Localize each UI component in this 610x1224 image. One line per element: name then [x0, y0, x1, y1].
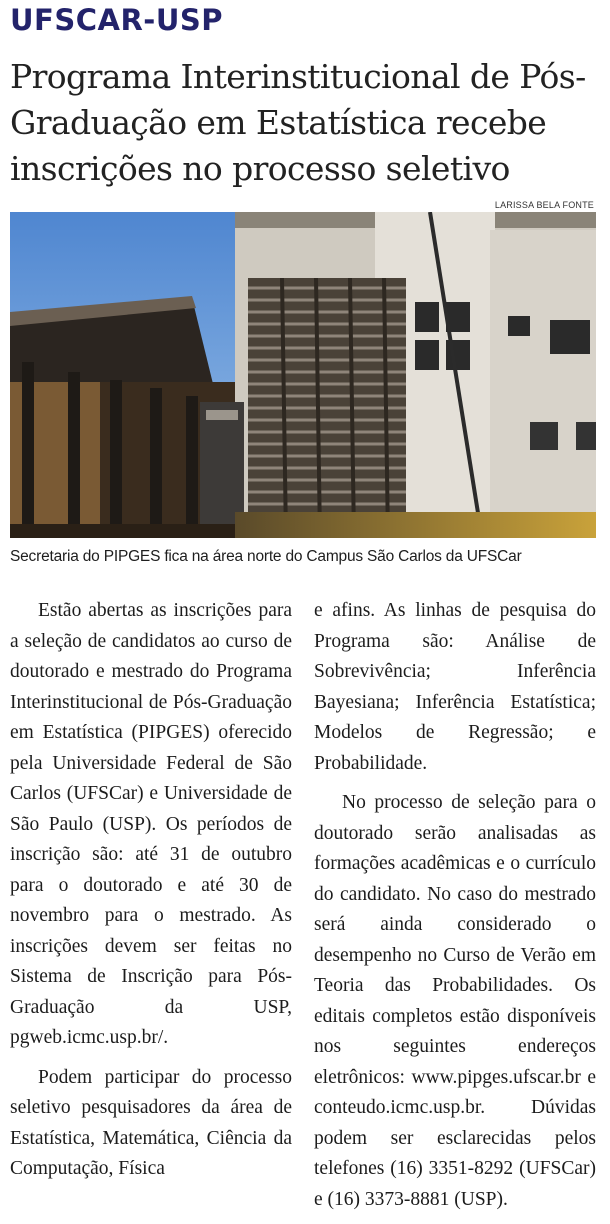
building-illustration	[10, 212, 596, 538]
article-paragraph: No processo de seleção para o doutorado serão analisadas as formações acadêmicas e o currículo do candidato. No caso do mestrado será ainda considerado o desempenho no Curso de Verão em Teoria das Probabilidades. Os editais completos estão disponíveis nos seguintes endereços eletrônicos: www.pipges.ufscar.br e conteudo.icmc.usp.br. Dúvidas podem ser esclarecidas pelos telefones (16) 3351-8292 (UFSCar) e (16) 3373-8881 (USP).	[314, 792, 596, 1210]
article-headline: Programa Interinstitucional de Pós-Graduação em Estatística recebe inscrições no processo seletivo	[10, 57, 586, 188]
photo-caption: Secretaria do PIPGES fica na área norte do Campus São Carlos da UFSCar	[10, 548, 522, 565]
article-column-left	[10, 596, 292, 1194]
article-paragraph: Podem participar do processo seletivo pesquisadores da área de Estatística, Matemática, Ciência da Computação, Física	[10, 1066, 292, 1179]
article-column-right	[314, 596, 596, 1224]
article-photo	[10, 212, 596, 538]
article-paragraph: Estão abertas as inscrições para a seleção de candidatos ao curso de doutorado e mestrado do Programa Interinstitucional de Pós-Graduação em Estatística (PIPGES) oferecido pela Universidade Federal de São Carlos (UFSCar) e Universidade de São Paulo (USP). Os períodos de inscrição são: até 31 de outubro para o doutorado e até 30 de novembro para o mestrado. As inscrições devem ser feitas no Sistema de Inscrição para Pós-Graduação da USP, pgweb.icmc.usp.br/.	[10, 600, 292, 1048]
section-kicker: UFSCAR-USP	[10, 3, 224, 37]
article-paragraph: e afins. As linhas de pesquisa do Programa são: Análise de Sobrevivência; Inferência Bayesiana; Inferência Estatística; Modelos de Regressão; e Probabilidade.	[314, 600, 596, 774]
photo-credit: LARISSA BELA FONTE	[494, 200, 594, 210]
